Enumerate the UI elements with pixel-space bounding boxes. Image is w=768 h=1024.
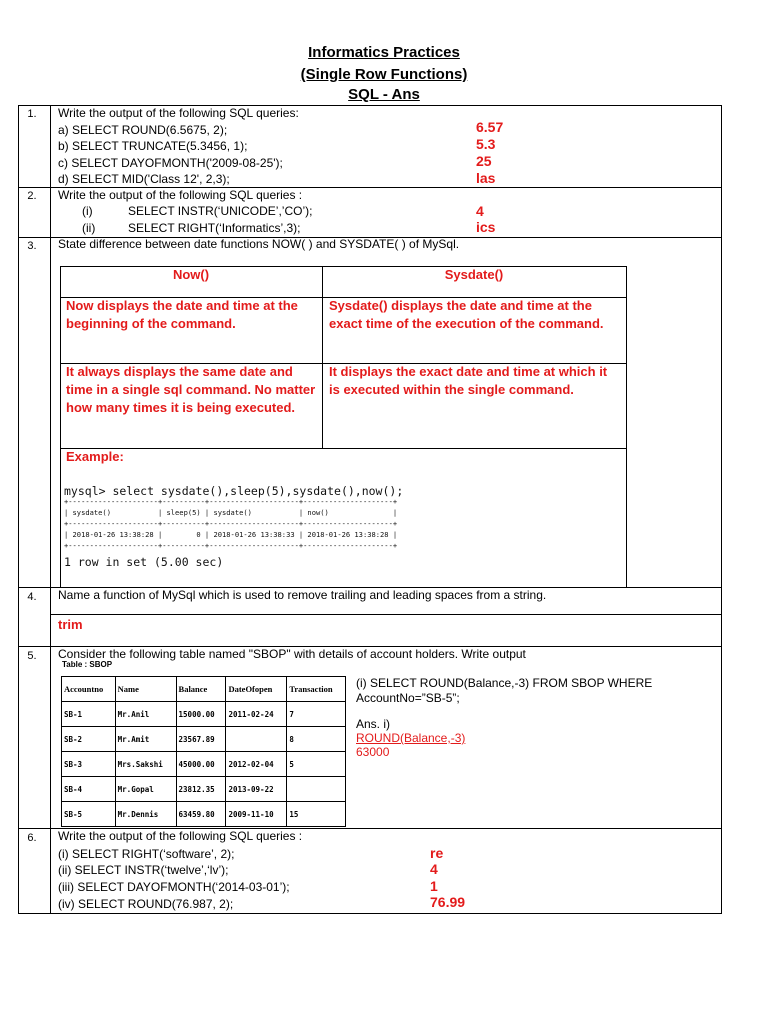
question-prompt: Name a function of MySql which is used to remove trailing and leading spaces from a string. (58, 588, 547, 602)
cell: 23812.35 (176, 777, 226, 802)
table-row (62, 777, 346, 802)
col-divider (18, 105, 19, 914)
cell (287, 777, 346, 802)
col-divider (721, 105, 722, 914)
question-prompt: Write the output of the following SQL queries : (58, 188, 303, 202)
query: (i) SELECT RIGHT(‘software’, 2); (58, 847, 235, 861)
query: d) SELECT MID('Class 12', 2,3); (58, 172, 230, 186)
cell: SB-1 (62, 702, 116, 727)
cell: 8 (287, 727, 346, 752)
question-number: 1. (27, 108, 37, 120)
answer: 4 (430, 861, 438, 877)
answer-label: Ans. i) (356, 717, 391, 731)
column-header: Accountno (62, 677, 116, 702)
question-prompt: Write the output of the following SQL queries : (58, 829, 303, 843)
doc-title: Informatics Practices (308, 44, 460, 61)
query: (iii) SELECT DAYOFMONTH(‘2014-03-01’); (58, 880, 290, 894)
column-header: Transaction (287, 677, 346, 702)
answer: 63000 (356, 745, 390, 759)
now-behaviour: It always displays the same date and time in a single sql command. No matter how many times it is being executed. (66, 364, 316, 415)
query: (i) SELECT ROUND(Balance,-3) FROM SBOP WHERE (356, 676, 653, 690)
console-border: +---------------------+----------+---------------------+---------------------+ (64, 519, 398, 528)
cell: SB-3 (62, 752, 116, 777)
answer: re (430, 845, 444, 861)
cell: 2011-02-24 (226, 702, 287, 727)
query: SELECT INSTR(‘UNICODE’,’CO’); (128, 204, 313, 218)
query: a) SELECT ROUND(6.5675, 2); (58, 123, 228, 137)
cell: SB-2 (62, 727, 116, 752)
query: AccountNo=”SB-5”; (356, 691, 460, 705)
cell: 7 (287, 702, 346, 727)
column-header: Balance (176, 677, 226, 702)
question-number: 4. (27, 591, 37, 603)
query: b) SELECT TRUNCATE(5.3456, 1); (58, 139, 248, 153)
column-header-now: Now() (172, 267, 210, 282)
col-divider (50, 105, 51, 914)
query: c) SELECT DAYOFMONTH('2009-08-25'); (58, 156, 283, 170)
answer: trim (58, 617, 83, 632)
question-prompt: Consider the following table named "SBOP" with details of account holders. Write output (58, 647, 526, 661)
console-command: mysql> select sysdate(),sleep(5),sysdate(),now(); (64, 484, 404, 498)
cell: 2009-11-10 (226, 802, 287, 827)
console-border: +---------------------+----------+---------------------+---------------------+ (64, 497, 398, 506)
table-line (60, 448, 627, 449)
answer: 5.3 (476, 136, 496, 152)
cell: Mr.Gopal (115, 777, 176, 802)
row-divider (50, 614, 722, 615)
console-border: +---------------------+----------+---------------------+---------------------+ (64, 541, 398, 550)
column-header-sysdate: Sysdate() (444, 267, 504, 282)
now-description: Now displays the date and time at the beginning of the command. (66, 298, 298, 331)
doc-heading: SQL - Ans (348, 86, 420, 103)
cell: SB-4 (62, 777, 116, 802)
column-header: Name (115, 677, 176, 702)
cell: 2012-02-04 (226, 752, 287, 777)
answer: 76.99 (430, 894, 466, 910)
table-row (62, 752, 346, 777)
answer: 4 (476, 203, 484, 219)
cell: 15 (287, 802, 346, 827)
question-prompt: State difference between date functions NOW( ) and SYSDATE( ) of MySql. (58, 237, 460, 251)
answer: ics (476, 219, 496, 235)
doc-subtitle: (Single Row Functions) (300, 66, 468, 83)
table-line (60, 266, 61, 587)
table-caption: Table : SBOP (62, 660, 113, 669)
cell: 45000.00 (176, 752, 226, 777)
query-index: (ii) (82, 221, 96, 235)
table-row (62, 727, 346, 752)
cell: 5 (287, 752, 346, 777)
table-row (62, 702, 346, 727)
cell: Mr.Anil (115, 702, 176, 727)
cell (226, 727, 287, 752)
console-footer: 1 row in set (5.00 sec) (64, 555, 224, 569)
table-line (322, 266, 323, 448)
sbop-table (61, 676, 346, 827)
cell: 15000.00 (176, 702, 226, 727)
cell: 2013-09-22 (226, 777, 287, 802)
row-divider (18, 913, 722, 914)
query: SELECT RIGHT(‘Informatics’,3); (128, 221, 301, 235)
sysdate-behaviour: It displays the exact date and time at which it is executed within the single command. (329, 364, 608, 397)
query-index: (i) (82, 204, 93, 218)
table-header-row (62, 677, 346, 702)
cell: Mr.Dennis (115, 802, 176, 827)
question-number: 3. (27, 240, 37, 252)
column-header: DateOfopen (226, 677, 287, 702)
table-line (626, 266, 627, 587)
cell: SB-5 (62, 802, 116, 827)
cell: Mrs.Sakshi (115, 752, 176, 777)
query: (ii) SELECT INSTR(‘twelve’,‘lv’); (58, 863, 229, 877)
sysdate-description: Sysdate() displays the date and time at the exact time of the execution of the command. (329, 298, 604, 331)
answer: 1 (430, 878, 438, 894)
example-label: Example: (66, 449, 124, 464)
question-prompt: Write the output of the following SQL queries: (58, 106, 299, 120)
cell: Mr.Amit (115, 727, 176, 752)
table-row (62, 802, 346, 827)
cell: 23567.89 (176, 727, 226, 752)
question-number: 2. (27, 190, 37, 202)
console-header: | sysdate() | sleep(5) | sysdate() | now() | (64, 508, 398, 517)
question-number: 6. (27, 832, 37, 844)
question-number: 5. (27, 650, 37, 662)
query: (iv) SELECT ROUND(76.987, 2); (58, 897, 234, 911)
answer: 25 (476, 153, 492, 169)
console-row: | 2018-01-26 13:38:28 | 0 | 2018-01-26 13:38:33 | 2018-01-26 13:38:28 | (64, 530, 398, 539)
cell: 63459.80 (176, 802, 226, 827)
answer: las (476, 170, 496, 186)
answer-expression: ROUND(Balance,-3) (356, 731, 466, 745)
answer: 6.57 (476, 119, 504, 135)
